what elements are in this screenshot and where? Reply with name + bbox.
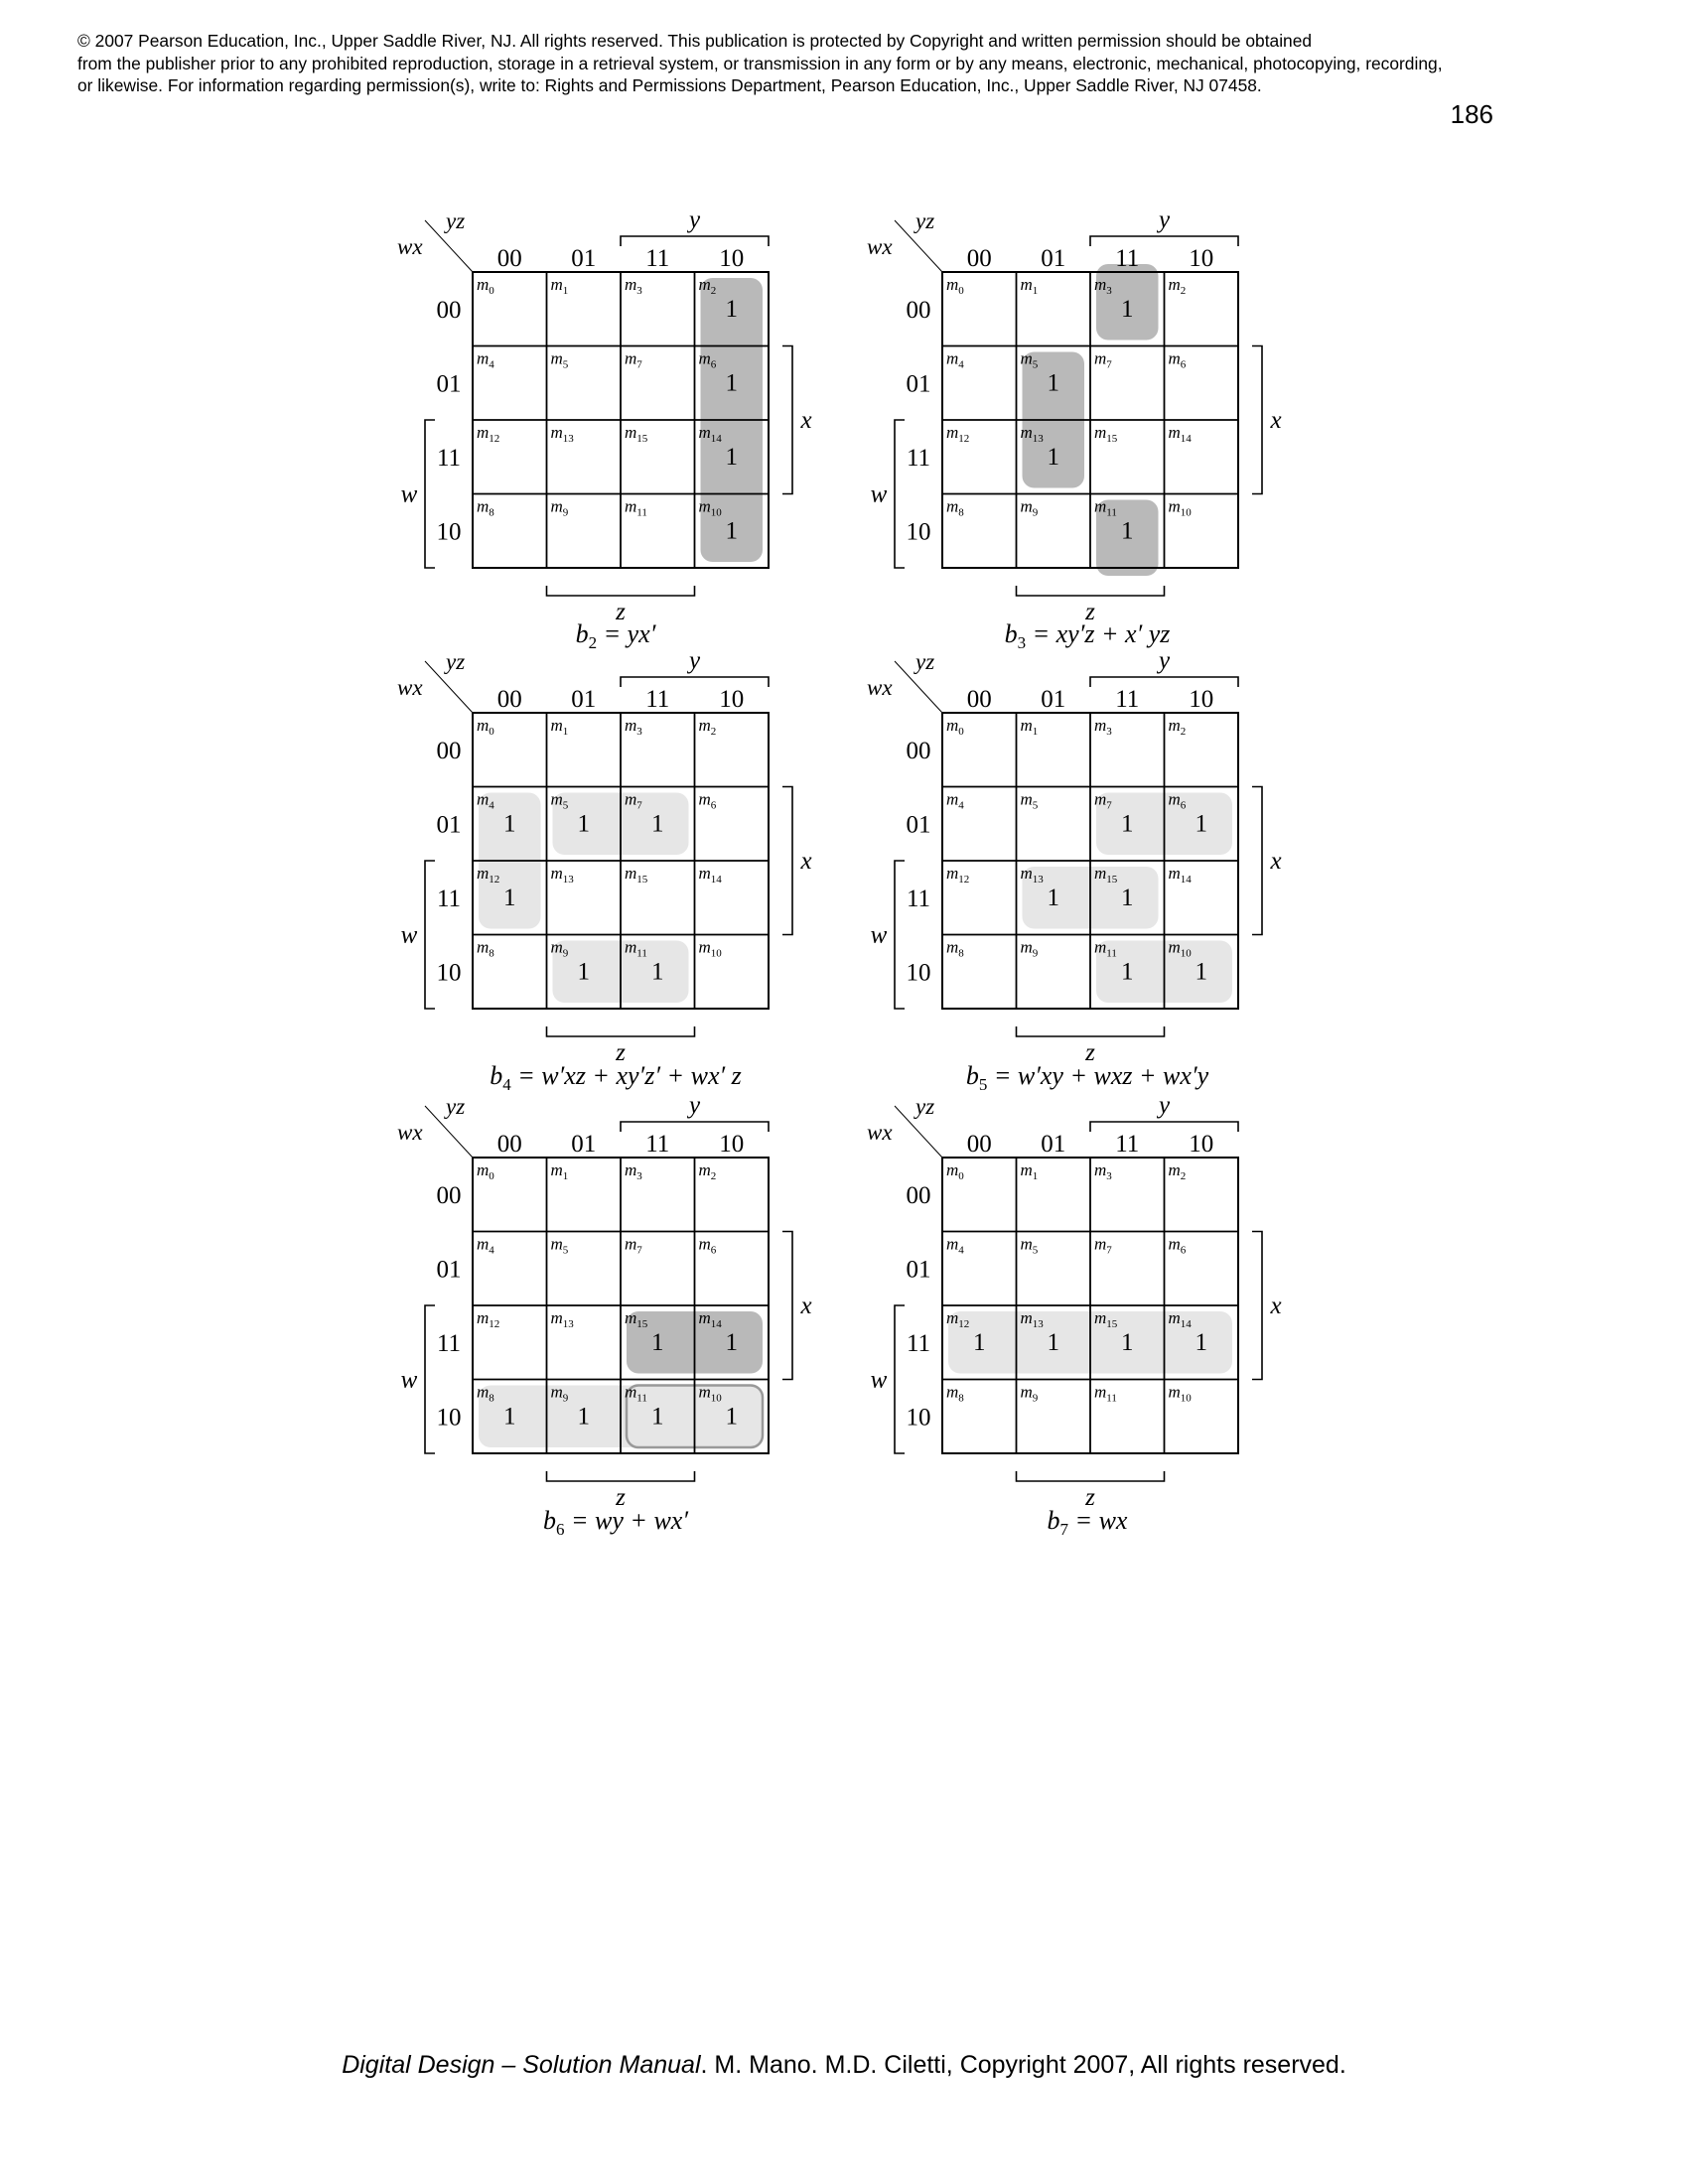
kmap-minterm-label: $m_{15}$ xyxy=(1094,423,1118,445)
kmap-corner-yz: yz xyxy=(915,208,935,233)
kmap-var-x: x xyxy=(800,407,812,434)
kmap-col-label: 00 xyxy=(496,245,522,272)
kmap-cell-one: 1 xyxy=(1195,958,1207,986)
kmap-minterm-label: $m_{11}$ xyxy=(625,496,647,519)
kmap-row-label: 10 xyxy=(436,959,462,987)
kmap-minterm-label: $m_0$ xyxy=(477,1160,494,1182)
kmap-var-y: y xyxy=(1158,1092,1171,1119)
kmap-var-z: z xyxy=(1085,1039,1095,1066)
kmap-row-label: 01 xyxy=(906,370,931,398)
kmap-row-label: 00 xyxy=(436,738,462,764)
kmap-minterm-label: $m_{11}$ xyxy=(625,1382,647,1405)
kmap-minterm-label: $m_8$ xyxy=(946,496,964,519)
kmap-cell-one: 1 xyxy=(503,1403,516,1431)
kmap-var-y: y xyxy=(1158,647,1171,674)
kmap-var-w: w xyxy=(870,921,888,949)
copyright-line-2: from the publisher prior to any prohibited reproduction, storage in a retrieval system, or transmission in any form or by any means, electronic, mechanical, photocopying, recording, xyxy=(77,53,1443,73)
kmap-minterm-label: $m_1$ xyxy=(550,275,569,297)
kmap-corner-wx: wx xyxy=(397,234,423,259)
kmap-minterm-label: $m_0$ xyxy=(477,716,494,738)
kmap-cell-one: 1 xyxy=(1047,1329,1059,1356)
kmap-minterm-label: $m_4$ xyxy=(477,348,494,371)
kmap-minterm-label: $m_3$ xyxy=(1094,716,1112,738)
kmap-col-label: 11 xyxy=(645,686,670,713)
kmap-minterm-label: $m_{15}$ xyxy=(1094,864,1118,886)
kmap-col-label: 00 xyxy=(496,1131,522,1158)
kmap-y-bracket xyxy=(1090,677,1238,687)
kmap-minterm-label: $m_7$ xyxy=(625,789,642,812)
kmap-minterm-label: $m_0$ xyxy=(946,275,964,297)
kmap-b6 xyxy=(397,1092,812,1539)
kmap-minterm-label: $m_6$ xyxy=(698,348,717,371)
kmap-minterm-label: $m_2$ xyxy=(698,716,717,738)
kmap-b7 xyxy=(867,1092,1282,1539)
kmap-row-label: 01 xyxy=(436,1256,462,1284)
kmap-cell-one: 1 xyxy=(725,1329,738,1356)
kmap-x-bracket xyxy=(782,787,792,935)
kmap-corner-yz: yz xyxy=(915,1094,935,1119)
kmap-row-label: 10 xyxy=(436,1404,462,1432)
kmap-x-bracket xyxy=(782,1232,792,1380)
kmap-minterm-label: $m_{12}$ xyxy=(477,423,500,445)
kmap-row-label: 11 xyxy=(906,886,931,912)
kmap-minterm-label: $m_{14}$ xyxy=(698,1308,722,1330)
kmap-minterm-label: $m_3$ xyxy=(625,1160,642,1182)
kmap-var-y: y xyxy=(688,647,701,674)
kmap-cell-one: 1 xyxy=(725,369,738,397)
kmap-minterm-label: $m_1$ xyxy=(1020,1160,1039,1182)
kmap-equation: $b_6$ = wy + wx′ xyxy=(542,1506,689,1539)
kmap-cell-one: 1 xyxy=(725,517,738,545)
kmap-z-bracket xyxy=(1017,1471,1165,1481)
kmap-row-label: 11 xyxy=(436,1330,462,1357)
kmap-cell-one: 1 xyxy=(1121,958,1134,986)
kmap-y-bracket xyxy=(1090,1122,1238,1132)
kmap-col-label: 10 xyxy=(1189,686,1214,713)
kmap-minterm-label: $m_2$ xyxy=(1168,275,1187,297)
kmap-row-label: 00 xyxy=(436,1182,462,1209)
kmap-row-label: 01 xyxy=(906,811,931,839)
kmap-minterm-label: $m_7$ xyxy=(625,348,642,371)
kmap-var-z: z xyxy=(616,599,626,625)
copyright-line-3: or likewise. For information regarding permission(s), write to: Rights and Permissions Department, Pearson Education, Inc., Upper Saddle River, NJ 07458. xyxy=(77,75,1262,95)
kmap-minterm-label: $m_3$ xyxy=(1094,275,1112,297)
kmap-minterm-label: $m_2$ xyxy=(698,275,717,297)
kmap-minterm-label: $m_8$ xyxy=(477,496,494,519)
kmap-minterm-label: $m_0$ xyxy=(946,1160,964,1182)
kmap-minterm-label: $m_{12}$ xyxy=(946,423,970,445)
kmap-minterm-label: $m_1$ xyxy=(550,1160,569,1182)
kmap-y-bracket xyxy=(621,677,769,687)
kmap-minterm-label: $m_3$ xyxy=(625,716,642,738)
kmap-cell-one: 1 xyxy=(1047,369,1059,397)
kmap-var-z: z xyxy=(1085,599,1095,625)
kmap-col-label: 10 xyxy=(1189,1131,1214,1158)
kmap-cell-one: 1 xyxy=(1047,444,1059,471)
kmap-minterm-label: $m_{13}$ xyxy=(550,1308,574,1330)
kmap-minterm-label: $m_6$ xyxy=(1168,789,1187,812)
kmap-var-w: w xyxy=(400,921,418,949)
kmap-minterm-label: $m_9$ xyxy=(550,937,569,960)
kmap-minterm-label: $m_{12}$ xyxy=(477,1308,500,1330)
kmap-z-bracket xyxy=(547,586,695,596)
kmap-col-label: 10 xyxy=(719,1131,745,1158)
kmap-cell-one: 1 xyxy=(1121,1329,1134,1356)
kmap-row-label: 01 xyxy=(436,811,462,839)
kmap-cell-one: 1 xyxy=(1121,885,1134,911)
kmap-equation: $b_7$ = wx xyxy=(1047,1506,1128,1539)
kmap-corner-wx: wx xyxy=(867,234,893,259)
kmap-cell-one: 1 xyxy=(973,1329,986,1356)
kmap-y-bracket xyxy=(1090,236,1238,246)
kmap-minterm-label: $m_{13}$ xyxy=(1020,1308,1044,1330)
kmap-var-w: w xyxy=(400,1366,418,1394)
kmap-z-bracket xyxy=(1017,586,1165,596)
kmap-col-label: 10 xyxy=(1189,245,1214,272)
kmap-minterm-label: $m_{13}$ xyxy=(1020,864,1044,886)
kmap-var-y: y xyxy=(1158,206,1171,233)
kmap-cell-one: 1 xyxy=(651,1403,664,1431)
kmap-x-bracket xyxy=(1252,1232,1262,1380)
kmap-minterm-label: $m_{14}$ xyxy=(698,423,722,445)
kmap-col-label: 01 xyxy=(571,245,597,272)
kmap-b2 xyxy=(397,206,812,652)
kmap-minterm-label: $m_{12}$ xyxy=(946,864,970,886)
kmap-col-label: 11 xyxy=(645,1131,670,1158)
kmap-row-label: 01 xyxy=(906,1256,931,1284)
kmap-cell-one: 1 xyxy=(577,810,590,838)
kmap-minterm-label: $m_9$ xyxy=(1020,496,1039,519)
kmap-row-label: 10 xyxy=(906,1404,931,1432)
kmap-minterm-label: $m_6$ xyxy=(698,789,717,812)
kmap-minterm-label: $m_6$ xyxy=(698,1234,717,1257)
kmap-col-label: 00 xyxy=(966,245,992,272)
kmap-minterm-label: $m_1$ xyxy=(1020,716,1039,738)
kmap-z-bracket xyxy=(547,1026,695,1036)
kmap-y-bracket xyxy=(621,1122,769,1132)
kmap-minterm-label: $m_{10}$ xyxy=(698,1382,722,1405)
kmap-w-bracket xyxy=(425,861,435,1009)
kmap-corner-yz: yz xyxy=(446,208,466,233)
kmap-minterm-label: $m_5$ xyxy=(1020,1234,1039,1257)
kmap-row-label: 00 xyxy=(436,297,462,324)
kmap-col-label: 11 xyxy=(645,245,670,272)
kmap-cell-one: 1 xyxy=(1195,810,1207,838)
kmap-cell-one: 1 xyxy=(503,810,516,838)
kmap-cell-one: 1 xyxy=(577,958,590,986)
kmap-b3 xyxy=(867,206,1282,652)
kmap-col-label: 00 xyxy=(496,686,522,713)
kmap-minterm-label: $m_{12}$ xyxy=(477,864,500,886)
kmap-w-bracket xyxy=(425,1305,435,1453)
kmap-minterm-label: $m_2$ xyxy=(698,1160,717,1182)
kmap-row-label: 10 xyxy=(906,959,931,987)
kmap-var-w: w xyxy=(870,1366,888,1394)
kmap-cell-one: 1 xyxy=(1121,810,1134,838)
kmap-row-label: 00 xyxy=(906,738,931,764)
copyright-line-1: © 2007 Pearson Education, Inc., Upper Saddle River, NJ. All rights reserved. This publication is protected by Copyright and written permission should be obtained xyxy=(77,31,1313,51)
kmap-minterm-label: $m_{13}$ xyxy=(1020,423,1044,445)
kmap-var-z: z xyxy=(1085,1484,1095,1511)
kmap-minterm-label: $m_5$ xyxy=(1020,348,1039,371)
kmap-minterm-label: $m_7$ xyxy=(625,1234,642,1257)
kmap-minterm-label: $m_{10}$ xyxy=(1168,937,1192,960)
kmap-cell-one: 1 xyxy=(1195,1329,1207,1356)
kmap-b4 xyxy=(397,647,812,1094)
kmap-w-bracket xyxy=(895,861,905,1009)
kmap-minterm-label: $m_4$ xyxy=(946,789,964,812)
kmap-var-z: z xyxy=(616,1484,626,1511)
kmap-minterm-label: $m_6$ xyxy=(1168,348,1187,371)
kmap-minterm-label: $m_{11}$ xyxy=(625,937,647,960)
kmap-cell-one: 1 xyxy=(1121,296,1134,323)
kmap-col-label: 11 xyxy=(1115,245,1140,272)
kmap-var-x: x xyxy=(1270,407,1282,434)
kmap-row-label: 11 xyxy=(906,1330,931,1357)
kmap-var-x: x xyxy=(1270,1293,1282,1319)
kmap-minterm-label: $m_4$ xyxy=(946,1234,964,1257)
kmap-equation: $b_4 = w'xz + xy'z' + wx'$ z xyxy=(490,1061,742,1094)
kmap-x-bracket xyxy=(782,346,792,494)
kmap-corner-wx: wx xyxy=(867,675,893,700)
kmap-row-label: 11 xyxy=(436,886,462,912)
kmap-col-label: 01 xyxy=(1041,686,1066,713)
kmap-minterm-label: $m_{10}$ xyxy=(1168,1382,1192,1405)
kmap-minterm-label: $m_8$ xyxy=(477,1382,494,1405)
kmap-col-label: 11 xyxy=(1115,1131,1140,1158)
kmap-minterm-label: $m_8$ xyxy=(477,937,494,960)
kmap-minterm-label: $m_1$ xyxy=(1020,275,1039,297)
kmap-var-x: x xyxy=(800,848,812,875)
kmap-equation: $b_5 = w'xy$ + wxz + wx′y xyxy=(965,1061,1209,1094)
kmap-minterm-label: $m_5$ xyxy=(550,1234,569,1257)
footer-title: Digital Design – Solution Manual xyxy=(342,2051,701,2079)
kmap-minterm-label: $m_{15}$ xyxy=(625,864,648,886)
kmap-minterm-label: $m_9$ xyxy=(1020,937,1039,960)
kmap-minterm-label: $m_5$ xyxy=(550,348,569,371)
kmap-minterm-label: $m_{15}$ xyxy=(1094,1308,1118,1330)
kmap-minterm-label: $m_2$ xyxy=(1168,1160,1187,1182)
kmap-minterm-label: $m_{13}$ xyxy=(550,864,574,886)
kmap-col-label: 01 xyxy=(1041,245,1066,272)
kmap-b5 xyxy=(867,647,1282,1094)
kmap-minterm-label: $m_{10}$ xyxy=(1168,496,1192,519)
kmap-minterm-label: $m_{15}$ xyxy=(625,1308,648,1330)
kmap-row-label: 01 xyxy=(436,370,462,398)
kmap-cell-one: 1 xyxy=(725,296,738,323)
kmap-col-label: 00 xyxy=(966,686,992,713)
kmap-minterm-label: $m_{10}$ xyxy=(698,496,722,519)
kmap-minterm-label: $m_{10}$ xyxy=(698,937,722,960)
kmap-minterm-label: $m_9$ xyxy=(550,496,569,519)
kmap-corner-wx: wx xyxy=(397,675,423,700)
kmap-row-label: 10 xyxy=(906,518,931,546)
kmap-row-label: 11 xyxy=(436,445,462,472)
kmap-minterm-label: $m_{13}$ xyxy=(550,423,574,445)
kmap-minterm-label: $m_0$ xyxy=(477,275,494,297)
kmap-var-w: w xyxy=(870,480,888,508)
kmap-var-y: y xyxy=(688,206,701,233)
kmap-var-z: z xyxy=(616,1039,626,1066)
kmap-corner-yz: yz xyxy=(446,649,466,674)
kmap-minterm-label: $m_5$ xyxy=(1020,789,1039,812)
kmap-minterm-label: $m_8$ xyxy=(946,937,964,960)
kmap-equation: $b_2 = yx'$ xyxy=(575,619,656,652)
kmap-minterm-label: $m_{14}$ xyxy=(1168,423,1192,445)
kmap-minterm-label: $m_4$ xyxy=(477,789,494,812)
kmap-cell-one: 1 xyxy=(651,810,664,838)
kmap-minterm-label: $m_{11}$ xyxy=(1094,496,1117,519)
kmap-minterm-label: $m_7$ xyxy=(1094,1234,1112,1257)
kmap-minterm-label: $m_{14}$ xyxy=(698,864,722,886)
kmap-row-label: 00 xyxy=(906,1182,931,1209)
page-number: 186 xyxy=(1450,99,1493,129)
kmap-minterm-label: $m_{11}$ xyxy=(1094,1382,1117,1405)
kmap-minterm-label: $m_2$ xyxy=(1168,716,1187,738)
kmap-minterm-label: $m_0$ xyxy=(946,716,964,738)
kmap-minterm-label: $m_4$ xyxy=(477,1234,494,1257)
kmap-col-label: 10 xyxy=(719,245,745,272)
kmap-x-bracket xyxy=(1252,346,1262,494)
kmap-cell-one: 1 xyxy=(651,1329,664,1356)
kmap-var-x: x xyxy=(1270,848,1282,875)
kmap-w-bracket xyxy=(895,1305,905,1453)
kmap-var-x: x xyxy=(800,1293,812,1319)
kmap-cell-one: 1 xyxy=(1047,885,1059,911)
kmap-minterm-label: $m_7$ xyxy=(1094,789,1112,812)
kmap-minterm-label: $m_9$ xyxy=(1020,1382,1039,1405)
kmap-corner-wx: wx xyxy=(397,1120,423,1145)
kmap-var-w: w xyxy=(400,480,418,508)
kmap-minterm-label: $m_{14}$ xyxy=(1168,864,1192,886)
kmap-minterm-label: $m_{12}$ xyxy=(946,1308,970,1330)
kmap-minterm-label: $m_5$ xyxy=(550,789,569,812)
footer xyxy=(0,2051,1688,2080)
kmap-col-label: 11 xyxy=(1115,686,1140,713)
kmap-equation: $b_3 = xy'z + x'$ yz xyxy=(1004,619,1171,652)
kmap-col-label: 01 xyxy=(571,1131,597,1158)
kmap-row-label: 00 xyxy=(906,297,931,324)
kmap-minterm-label: $m_{14}$ xyxy=(1168,1308,1192,1330)
kmap-row-label: 10 xyxy=(436,518,462,546)
kmap-w-bracket xyxy=(425,420,435,568)
kmap-cell-one: 1 xyxy=(725,1403,738,1431)
kmap-minterm-label: $m_9$ xyxy=(550,1382,569,1405)
kmap-col-label: 01 xyxy=(1041,1131,1066,1158)
kmap-z-bracket xyxy=(1017,1026,1165,1036)
kmap-row-label: 11 xyxy=(906,445,931,472)
kmap-minterm-label: $m_3$ xyxy=(625,275,642,297)
kmap-z-bracket xyxy=(547,1471,695,1481)
kmap-minterm-label: $m_1$ xyxy=(550,716,569,738)
kmap-cell-one: 1 xyxy=(725,444,738,471)
kmap-col-label: 01 xyxy=(571,686,597,713)
kmap-minterm-label: $m_{15}$ xyxy=(625,423,648,445)
kmap-w-bracket xyxy=(895,420,905,568)
kmap-x-bracket xyxy=(1252,787,1262,935)
kmap-minterm-label: $m_4$ xyxy=(946,348,964,371)
kmap-minterm-label: $m_{11}$ xyxy=(1094,937,1117,960)
kmap-corner-yz: yz xyxy=(915,649,935,674)
kmap-col-label: 10 xyxy=(719,686,745,713)
footer-citation: . M. Mano. M.D. Ciletti, Copyright 2007, All rights reserved. xyxy=(700,2051,1346,2079)
kmap-minterm-label: $m_3$ xyxy=(1094,1160,1112,1182)
kmap-cell-one: 1 xyxy=(1121,517,1134,545)
kmap-cell-one: 1 xyxy=(577,1403,590,1431)
kmap-minterm-label: $m_6$ xyxy=(1168,1234,1187,1257)
kmap-corner-wx: wx xyxy=(867,1120,893,1145)
kmap-col-label: 00 xyxy=(966,1131,992,1158)
kmap-y-bracket xyxy=(621,236,769,246)
kmap-minterm-label: $m_8$ xyxy=(946,1382,964,1405)
kmap-minterm-label: $m_7$ xyxy=(1094,348,1112,371)
kmap-var-y: y xyxy=(688,1092,701,1119)
kmap-corner-yz: yz xyxy=(446,1094,466,1119)
kmap-cell-one: 1 xyxy=(503,885,516,911)
kmap-cell-one: 1 xyxy=(651,958,664,986)
